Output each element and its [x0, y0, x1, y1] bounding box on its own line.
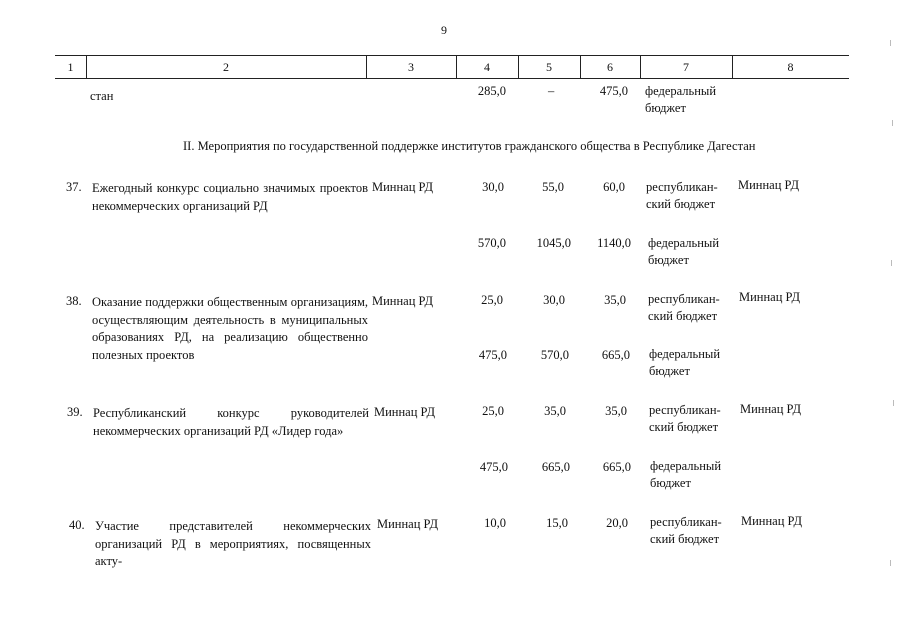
cell-value: 20,0	[606, 516, 628, 530]
funding-source: бюджет	[650, 476, 691, 490]
item-number: 40.	[69, 518, 85, 532]
scan-artifact	[890, 560, 891, 566]
cell-value: 25,0	[482, 404, 504, 418]
item-executor: Миннац РД	[377, 517, 439, 531]
item-executor: Миннац РД	[372, 180, 434, 194]
scan-artifact	[890, 40, 891, 46]
item-executor: Миннац РД	[374, 405, 436, 419]
column-header: 7	[683, 60, 689, 74]
column-header: 4	[484, 60, 490, 74]
column-header: 5	[546, 60, 552, 74]
section-title: II. Мероприятия по государственной поддержке институтов гражданского общества в Республике Дагестан	[183, 139, 756, 153]
scan-artifact	[893, 400, 894, 406]
cell-value: 475,0	[479, 460, 508, 474]
column-header: 6	[607, 60, 613, 74]
cell-value: 1140,0	[597, 236, 631, 250]
scan-artifact	[892, 120, 893, 126]
cell-value: 10,0	[484, 516, 506, 530]
cell-value: 665,0	[601, 348, 630, 362]
item-executor: Миннац РД	[372, 294, 434, 308]
funding-source: республикан-	[646, 180, 718, 194]
item-description: Участие представителей некоммерческих организаций РД в мероприятиях, посвященных акту-	[95, 519, 371, 568]
funding-source: бюджет	[648, 253, 689, 267]
responsible-party: Миннац РД	[738, 178, 800, 192]
funding-source: ский бюджет	[646, 197, 716, 211]
funding-source: федеральный	[645, 84, 717, 98]
column-header: 2	[223, 60, 229, 74]
item-number: 37.	[66, 180, 82, 194]
funding-source: республикан-	[649, 403, 721, 417]
funding-source: федеральный	[650, 459, 722, 473]
cell-value: 55,0	[542, 180, 564, 194]
cell-value: 35,0	[544, 404, 566, 418]
funding-source: республикан-	[650, 515, 722, 529]
cell-value: 475,0	[599, 84, 628, 98]
item-description: Оказание поддержки общественным организациям, осуществляющим деятельность в муниципальных образованиях РД, на реализацию общественно полезных проектов	[92, 295, 368, 362]
cell-value: 25,0	[481, 293, 503, 307]
funding-source: ский бюджет	[649, 420, 719, 434]
item-description: Республиканский конкурс руководителей некоммерческих организаций РД «Лидер года»	[93, 406, 369, 438]
cell-value: 60,0	[603, 180, 625, 194]
cell-value: 570,0	[477, 236, 506, 250]
column-header: 3	[408, 60, 414, 74]
cell-value: 475,0	[478, 348, 507, 362]
cell-value: 35,0	[605, 404, 627, 418]
item-description: Ежегодный конкурс социально значимых проектов некоммерческих организаций РД	[92, 181, 368, 213]
cell-value: 285,0	[477, 84, 506, 98]
funding-source: республикан-	[648, 292, 720, 306]
cell-value: 30,0	[482, 180, 504, 194]
funding-source: ский бюджет	[648, 309, 718, 323]
funding-source: ский бюджет	[650, 532, 720, 546]
column-header: 8	[787, 60, 794, 74]
page-number: 9	[441, 23, 447, 37]
cell-value: 570,0	[540, 348, 569, 362]
header-top-rule	[55, 55, 849, 56]
cell-value: 1045,0	[536, 236, 571, 250]
funding-source: федеральный	[648, 236, 720, 250]
cell-value: 665,0	[541, 460, 570, 474]
cell-value: 665,0	[602, 460, 631, 474]
scan-artifact	[891, 260, 892, 266]
responsible-party: Миннац РД	[740, 402, 802, 416]
cell-value: 35,0	[604, 293, 626, 307]
funding-source: бюджет	[649, 364, 690, 378]
header-bottom-rule	[55, 78, 849, 79]
responsible-party: Миннац РД	[741, 514, 803, 528]
item-number: 39.	[67, 405, 83, 419]
column-header: 1	[67, 60, 74, 74]
cell-value: 15,0	[546, 516, 568, 530]
item-description: стан	[90, 89, 114, 103]
item-number: 38.	[66, 294, 82, 308]
funding-source: бюджет	[645, 101, 686, 115]
funding-source: федеральный	[649, 347, 721, 361]
responsible-party: Миннац РД	[739, 290, 801, 304]
cell-value: –	[548, 84, 555, 98]
cell-value: 30,0	[543, 293, 565, 307]
